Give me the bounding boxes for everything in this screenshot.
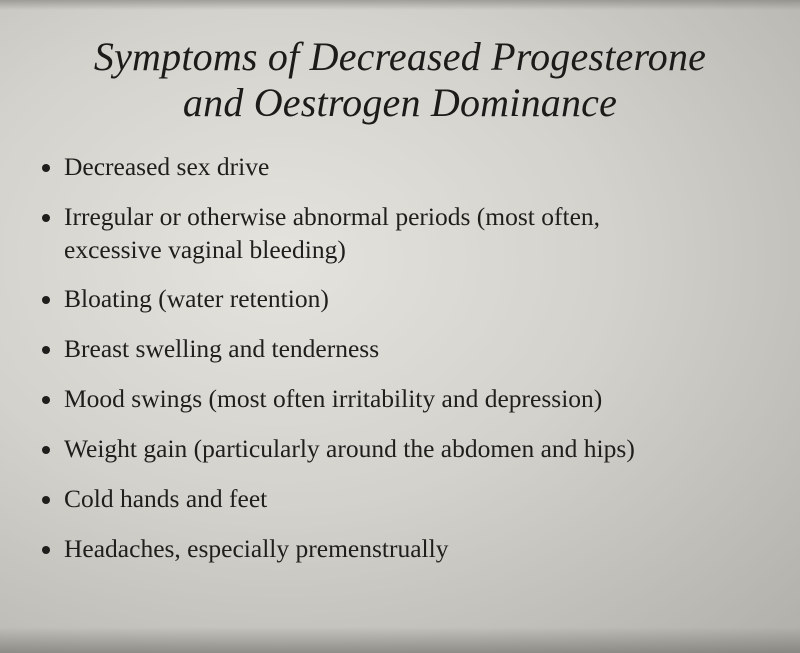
list-item — [40, 482, 780, 515]
list-item-text: Breast swelling and tenderness — [64, 334, 380, 363]
list-item — [40, 382, 780, 415]
title-line-1: Symptoms of Decreased Progesterone — [93, 34, 707, 79]
bullet-icon — [42, 396, 50, 404]
symptom-list — [40, 150, 780, 582]
list-item-text: Decreased sex drive — [64, 152, 270, 181]
list-item — [40, 282, 780, 315]
list-item-text: Irregular or otherwise abnormal periods (most often, — [64, 202, 601, 231]
list-item — [40, 150, 780, 183]
bullet-icon — [42, 496, 50, 504]
list-item-text: Weight gain (particularly around the abdomen and hips) — [64, 434, 635, 463]
list-item-text: Bloating (water retention) — [64, 284, 329, 313]
document-title — [40, 34, 760, 126]
list-item — [40, 532, 780, 565]
list-item-text-continued: excessive vaginal bleeding) — [64, 235, 346, 264]
list-item-text: Cold hands and feet — [64, 484, 268, 513]
bullet-icon — [42, 164, 50, 172]
list-item — [40, 332, 780, 365]
page-top-shadow — [0, 0, 800, 10]
list-item-text: Headaches, especially premenstrually — [64, 534, 449, 563]
bullet-icon — [42, 214, 50, 222]
bullet-icon — [42, 346, 50, 354]
bullet-icon — [42, 546, 50, 554]
list-item-text: Mood swings (most often irritability and depression) — [64, 384, 603, 413]
bullet-icon — [42, 446, 50, 454]
list-item — [40, 200, 780, 266]
bullet-icon — [42, 296, 50, 304]
page-bottom-shadow — [0, 627, 800, 653]
list-item — [40, 432, 780, 465]
title-line-2: and Oestrogen Dominance — [182, 80, 618, 125]
